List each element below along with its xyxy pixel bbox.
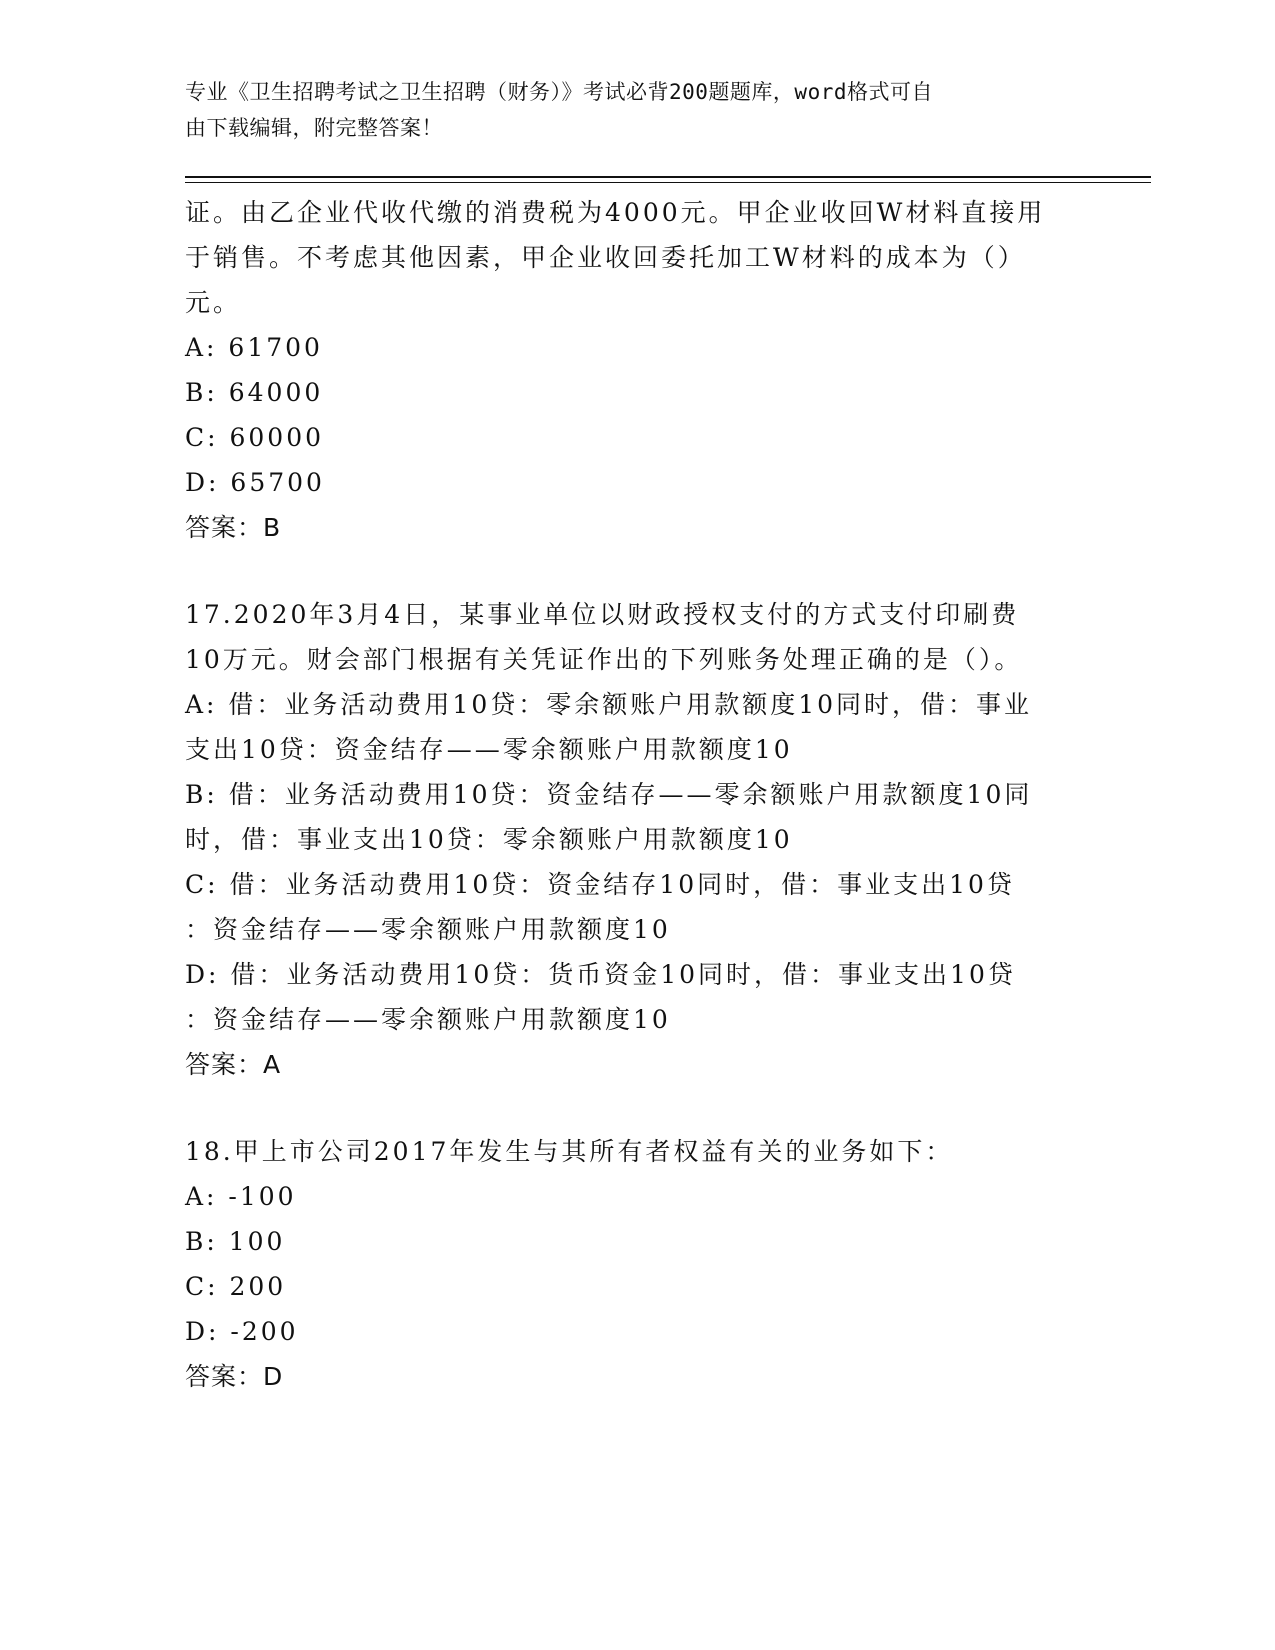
header-line-1: 专业《卫生招聘考试之卫生招聘（财务）》考试必背200题题库，word格式可自 bbox=[185, 80, 933, 104]
option-a: A: 61700 bbox=[185, 333, 323, 362]
option-c: C: 200 bbox=[185, 1272, 287, 1301]
document-header bbox=[185, 74, 1085, 146]
option-d: D: -200 bbox=[185, 1317, 299, 1346]
option-b: B: 64000 bbox=[185, 378, 324, 407]
answer-line: 答案：B bbox=[185, 513, 282, 542]
option-d: D: 借：业务活动费用10贷：货币资金10同时，借：事业支出10贷 bbox=[185, 960, 1016, 989]
option-d-continued: ：资金结存——零余额账户用款额度10 bbox=[185, 1005, 671, 1034]
option-d: D: 65700 bbox=[185, 468, 325, 497]
question-stem-line: 元。 bbox=[185, 288, 242, 317]
question-stem-line: 18.甲上市公司2017年发生与其所有者权益有关的业务如下： bbox=[185, 1137, 954, 1166]
option-a: A: 借：业务活动费用10贷：零余额账户用款额度10同时，借：事业 bbox=[185, 690, 1033, 719]
question-stem-line: 证。由乙企业代收代缴的消费税为4000元。甲企业收回W材料直接用 bbox=[185, 198, 1046, 227]
header-line-2: 由下载编辑，附完整答案！ bbox=[185, 116, 443, 140]
question-spacer bbox=[185, 550, 1085, 592]
question-stem-line: 10万元。财会部门根据有关凭证作出的下列账务处理正确的是（）。 bbox=[185, 645, 1023, 674]
answer-line: 答案：A bbox=[185, 1050, 282, 1079]
option-a-continued: 支出10贷：资金结存——零余额账户用款额度10 bbox=[185, 735, 793, 764]
answer-line: 答案：D bbox=[185, 1362, 284, 1391]
option-a: A: -100 bbox=[185, 1182, 297, 1211]
question-18 bbox=[185, 1129, 1085, 1399]
option-c-continued: ：资金结存——零余额账户用款额度10 bbox=[185, 915, 671, 944]
header-rule-thick bbox=[185, 176, 1151, 178]
question-spacer bbox=[185, 1087, 1085, 1129]
option-b: B: 100 bbox=[185, 1227, 286, 1256]
document-body bbox=[185, 190, 1085, 1399]
question-stem-line: 17.2020年3月4日，某事业单位以财政授权支付的方式支付印刷费 bbox=[185, 600, 1020, 629]
option-c: C: 60000 bbox=[185, 423, 325, 452]
question-16 bbox=[185, 190, 1085, 550]
option-c: C: 借：业务活动费用10贷：资金结存10同时，借：事业支出10贷 bbox=[185, 870, 1015, 899]
option-b-continued: 时，借：事业支出10贷：零余额账户用款额度10 bbox=[185, 825, 793, 854]
question-stem-line: 于销售。不考虑其他因素，甲企业收回委托加工W材料的成本为（） bbox=[185, 243, 1026, 272]
option-b: B: 借：业务活动费用10贷：资金结存——零余额账户用款额度10同 bbox=[185, 780, 1033, 809]
question-17 bbox=[185, 592, 1085, 1087]
header-rule-thin bbox=[185, 182, 1151, 183]
